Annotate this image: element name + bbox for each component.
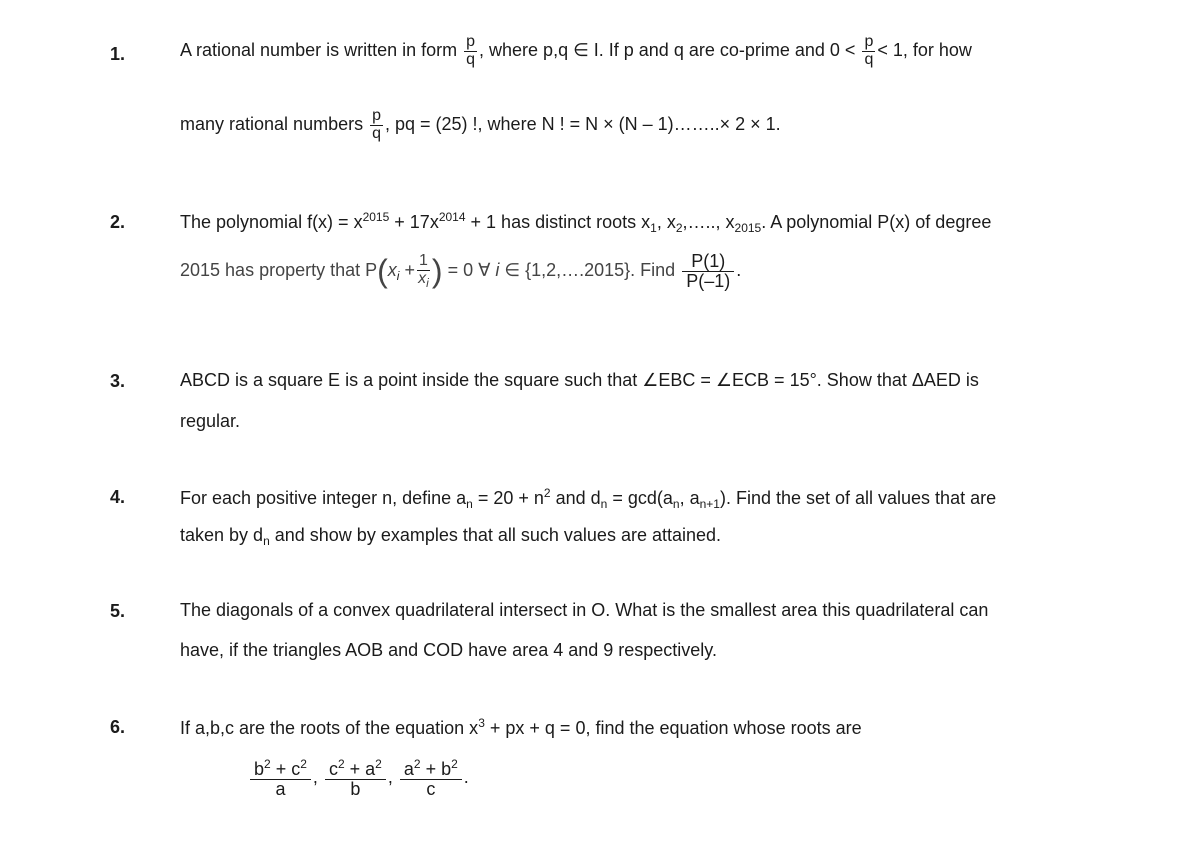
subscript: i <box>396 269 400 284</box>
text: + a <box>344 759 376 779</box>
left-paren: ( <box>377 253 388 290</box>
exponent: 2 <box>375 757 382 771</box>
exponent: 2 <box>413 757 421 771</box>
text: = 0 ∀ <box>447 260 496 281</box>
problem-3-line-1: ABCD is a square E is a point inside the square such that ∠EBC = ∠ECB = 15°. Show that ΔAED is <box>180 370 979 390</box>
text: + 17x <box>389 212 439 232</box>
problem-number-5: 5. <box>110 601 126 621</box>
exponent: 2 <box>264 757 271 771</box>
fraction-p-over-q <box>862 34 875 69</box>
numerator: P(1) <box>682 252 734 272</box>
problem-number-1: 1. <box>110 44 126 64</box>
denominator <box>417 271 430 290</box>
subscript: 2015 <box>734 221 762 235</box>
problem-4-line-1 <box>180 486 996 511</box>
text: and show by examples that all such values are attained. <box>269 525 722 545</box>
fraction-p-over-q <box>370 108 383 143</box>
problem-number-6: 6. <box>110 717 126 737</box>
text: = 20 + n <box>472 488 544 508</box>
terminator: . <box>463 767 469 788</box>
text: ). Find the set of all values that are <box>719 488 997 508</box>
denominator: q <box>864 50 874 68</box>
text: + b <box>420 759 452 779</box>
problem-4-line-2 <box>180 525 721 548</box>
subscript: n <box>600 497 608 511</box>
subscript: i <box>426 275 429 290</box>
text: + px + q = 0, find the equation whose roots are <box>484 718 862 738</box>
denominator: b <box>350 778 361 799</box>
text: taken by d <box>180 525 264 545</box>
text: x <box>418 269 427 287</box>
problem-number-4: 4. <box>110 487 126 507</box>
text: For each positive integer n, define a <box>180 488 467 508</box>
text: + c <box>270 759 301 779</box>
text: many rational numbers <box>180 114 369 135</box>
subscript: 2 <box>675 221 683 235</box>
fraction-root-1 <box>250 758 311 799</box>
text: 2015 has property that P <box>180 260 378 281</box>
problem-1-line-2 <box>180 108 781 143</box>
subscript: n <box>466 497 473 511</box>
exponent: 2 <box>337 757 345 771</box>
numerator: p <box>372 107 381 124</box>
problem-1-line-1 <box>180 34 972 69</box>
exponent: 2 <box>300 757 307 771</box>
problem-6-line-1 <box>180 716 862 739</box>
text: . <box>736 260 742 281</box>
right-paren: ) <box>431 253 443 290</box>
denominator: q <box>466 50 476 68</box>
text: If a,b,c are the roots of the equation x <box>180 718 479 738</box>
text: i <box>495 260 500 281</box>
text: A rational number is written in form <box>180 40 463 61</box>
text: . A polynomial P(x) of degree <box>761 212 992 232</box>
subscript: 1 <box>650 221 657 235</box>
fraction-p1-over-pminus1 <box>682 252 734 291</box>
denominator: a <box>275 778 286 799</box>
problem-number-2: 2. <box>110 212 126 232</box>
subscript: n <box>672 497 680 511</box>
separator: , <box>387 767 393 788</box>
exponent: 2014 <box>438 210 466 224</box>
problem-5-line-2: have, if the triangles AOB and COD have area 4 and 9 respectively. <box>180 640 717 660</box>
problem-6-roots <box>248 758 469 799</box>
text: + 1 has distinct roots x <box>465 212 651 232</box>
text: = gcd(a <box>607 488 673 508</box>
numerator <box>400 758 462 780</box>
text: b <box>254 759 265 779</box>
numerator: 1 <box>418 252 428 270</box>
text: and d <box>550 488 601 508</box>
text: , pq = (25) !, where N ! = N × (N – 1)……..× 2 × 1. <box>385 114 781 135</box>
denominator: c <box>426 778 436 799</box>
text: ∈ {1,2,….2015}. Find <box>499 260 676 281</box>
separator: , <box>312 767 318 788</box>
exponent: 2 <box>451 757 458 771</box>
text: , a <box>679 488 700 508</box>
subscript: n+1 <box>699 497 720 511</box>
fraction-p-over-q <box>464 34 477 69</box>
text: The polynomial f(x) = x <box>180 212 363 232</box>
numerator: p <box>466 33 476 50</box>
denominator: P(–1) <box>686 270 731 291</box>
text: < 1, for how <box>877 40 972 61</box>
problem-number-3: 3. <box>110 371 126 391</box>
text: c <box>328 759 338 779</box>
text: , x <box>656 212 676 232</box>
text: x <box>387 260 397 281</box>
numerator <box>325 758 386 780</box>
fraction-one-over-xi <box>417 253 430 289</box>
text: a <box>403 759 414 779</box>
fraction-root-2 <box>325 758 386 799</box>
text: , where p,q ∈ I. If p and q are co-prime and 0 < <box>479 40 856 61</box>
subscript: n <box>263 534 270 548</box>
exponent: 2015 <box>362 210 390 224</box>
problem-2-line-1 <box>180 210 991 235</box>
denominator: q <box>372 124 381 142</box>
text: + <box>399 260 415 281</box>
fraction-root-3 <box>400 758 462 799</box>
exponent: 2 <box>543 486 551 500</box>
numerator: p <box>864 33 874 50</box>
problem-2-line-2 <box>180 252 741 291</box>
exponent: 3 <box>478 716 485 730</box>
problem-5-line-1: The diagonals of a convex quadrilateral intersect in O. What is the smallest area this quadrilateral can <box>180 600 989 620</box>
text: ,….., x <box>682 212 735 232</box>
problem-3-line-2: regular. <box>180 411 241 431</box>
numerator <box>250 758 311 780</box>
